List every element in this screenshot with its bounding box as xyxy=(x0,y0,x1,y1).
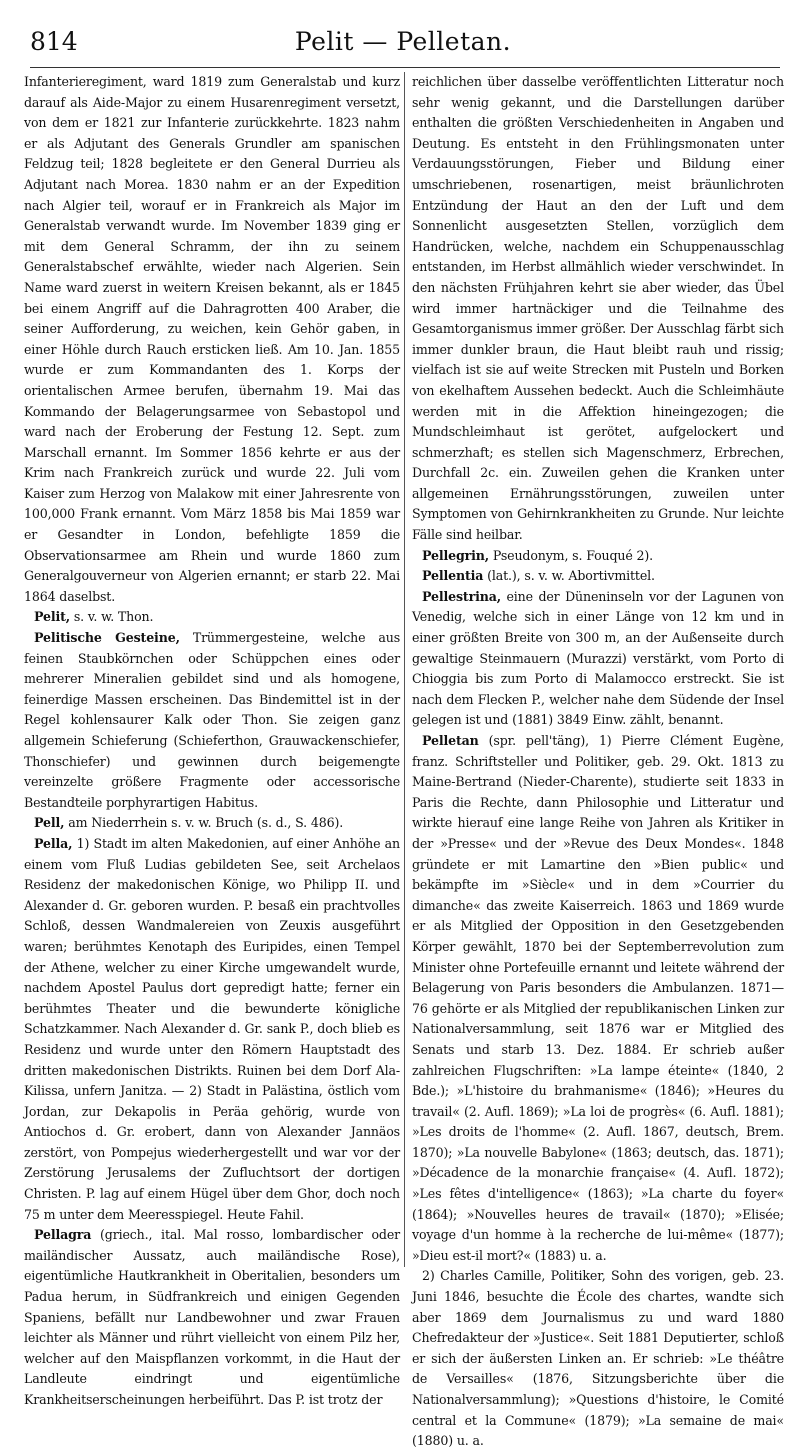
entry-pell xyxy=(24,813,400,834)
entry-pellestrina xyxy=(412,587,784,731)
entry-text: reichlichen über dasselbe veröffentlichten Litteratur noch sehr wenig gekannt, und die Darstellungen darüber enthalten die größten Verschiedenheiten in Angaben und Deutung. Es entsteht in den Frühlingsmonaten unter Verdauungsstörungen, Fieber und Bildung einer umschriebenen, rosenartigen, meist bräunlichroten Entzündung der Haut an den der Luft und dem Sonnenlicht ausgesetzten Stellen, vorzüglich dem Handrücken, welche, nachdem ein Schuppenausschlag entstanden, im Herbst allmählich wieder verschwindet. In den nächsten Frühjahren kehrt sie aber wieder, das Übel wird immer hartnäckiger und die Teilnahme des Gesamtorganismus immer größer. Der Ausschlag färbt sich immer dunkler braun, die Haut bleibt rauh und rissig; vielfach ist sie auf weite Strecken mit Pusteln und Borken von ekelhaftem Aussehen bedeckt. Auch die Schleimhäute werden mit in die Affektion hineingezogen; die Mundschleimhaut ist gerötet, aufgelockert und schmerzhaft; es stellen sich Magenschmerz, Erbrechen, Durchfall 2c. ein. Zuweilen gehen die Kranken unter allgemeinen Ernährungsstörungen, zuweilen unter Symptomen von Gehirnkrankheiten zu Grunde. Nur leichte Fälle sind heilbar. xyxy=(412,74,784,543)
entry-text: am Niederrhein s. v. w. Bruch (s. d., S. 486). xyxy=(64,815,344,831)
entry-text: (spr. pell'täng), 1) Pierre Clément Eugène, franz. Schriftsteller und Politiker, geb. 29. Okt. 1813 zu Maine-Bertrand (Nieder-Charente), studierte seit 1833 in Paris die Rechte, dann Philosophie und Litteratur und wirkte hierauf eine lange Reihe von Jahren als Kritiker in der »Presse« und der »Revue des Deux Mondes«. 1848 gründete er mit Lamartine den »Bien public« und bekämpfte im »Siècle« und in dem »Courrier du dimanche« das zweite Kaiserreich. 1863 und 1869 wurde er als Mitglied der Opposition in den Gesetzgebenden Körper gewählt, 1870 bei der Septemberrevolution zum Minister ohne Portefeuille ernannt und leitete während der Belagerung von Paris besonders die Ambulanzen. 1871—76 gehörte er als Mitglied der republikanischen Linken zur Nationalversammlung, seit 1876 war er Mitglied des Senats und starb 13. Dez. 1884. Er schrieb außer zahlreichen Flugschriften: »La lampe éteinte« (1840, 2 Bde.); »L'histoire du brahmanisme« (1846); »Heures du travail« (2. Aufl. 1869); »La loi de progrès« (6. Aufl. 1881); »Les droits de l'homme« (2. Aufl. 1867, deutsch, Brem. 1870); »La nouvelle Babylone« (1863; deutsch, das. 1871); »Décadence de la monarchie française« (4. Aufl. 1872); »Les fêtes d'intelligence« (1863); »La charte du foyer« (1864); »Nouvelles heures de travail« (1870); »Elisée; voyage d'un homme à la recherche de lui-même« (1877); »Dieu est-il mort?« (1883) u. a. xyxy=(412,733,784,1263)
headword: Pell, xyxy=(34,815,65,831)
header-rule xyxy=(30,67,780,68)
entry-continuation xyxy=(24,72,400,607)
headword: Pellegrin, xyxy=(422,547,489,563)
page-number: 814 xyxy=(30,27,78,56)
entry-text: 2) Charles Camille, Politiker, Sohn des vorigen, geb. 23. Juni 1846, besuchte die École des chartes, wandte sich aber 1869 dem Journalismus zu und ward 1880 Chefredakteur der »Justice«. Seit 1881 Deputierter, schloß er sich der äußersten Linken an. Er schrieb: »Le théâtre de Versailles« (1876, Sitzungsberichte über die Nationalversammlung); »Questions d'histoire, le Comité central et la Commune« (1879); »La semaine de mai« (1880) u. a. xyxy=(412,1268,784,1449)
headword: Pellestrina, xyxy=(422,588,501,604)
entry-pellentia xyxy=(412,566,784,587)
headword: Pelletan xyxy=(422,733,479,748)
entry-pelitische-gesteine xyxy=(24,628,400,813)
entry-pellagra xyxy=(24,1225,400,1410)
page-header xyxy=(20,24,786,64)
running-title: Pelit — Pelletan. xyxy=(294,27,512,56)
headword: Pellagra xyxy=(34,1227,92,1243)
column-divider xyxy=(404,72,405,1267)
entry-pelletan xyxy=(412,731,784,1266)
headword: Pelit, xyxy=(34,609,71,625)
headword: Pella, xyxy=(34,835,73,851)
entry-text: eine der Düneninseln vor der Lagunen von Venedig, welche sich in einer Länge von 12 km und in einer größten Breite von 300 m, an der Außenseite durch gewaltige Steinmauern (Murazzi) verstärkt, vom Porto di Chioggia bis zum Porto di Malamocco erstreckt. Sie ist nach dem Flecken P., welcher nahe dem Südende der Insel gelegen ist und (1881) 3849 Einw. zählt, benannt. xyxy=(412,588,784,728)
entry-text: (lat.), s. v. w. Abortivmittel. xyxy=(483,568,655,584)
entry-continuation xyxy=(412,72,784,546)
right-column xyxy=(412,72,784,1452)
left-column xyxy=(24,72,400,1411)
entry-text: 1) Stadt im alten Makedonien, auf einer Anhöhe an einem vom Fluß Ludias gebildeten See, seit Archelaos Residenz der makedonischen Könige, wo Philipp II. und Alexander d. Gr. geboren wurden. P. besaß ein prachtvolles Schloß, dessen Wandmalereien von Zeuxis ausgeführt waren; berühmtes Kenotaph des Euripides, einen Tempel der Athene, welcher zu einer Kirche umgewandelt wurde, nachdem Apostel Paulus dort gepredigt hatte; ferner ein berühmtes Theater und die bewunderte königliche Schatzkammer. Nach Alexander d. Gr. sank P., doch blieb es Residenz und wurde unter den Römern Hauptstadt des dritten makedonischen Distrikts. Ruinen bei dem Dorf Ala-Kilissa, unfern Janitza. — 2) Stadt in Palästina, östlich vom Jordan, zur Dekapolis in Peräa gehörig, wurde von Antiochos d. Gr. erobert, dann von Alexander Jannäos zerstört, von Pompejus wiederhergestellt und war vor der Zerstörung Jerusalems der Zufluchtsort der dortigen Christen. P. lag auf einem Hügel über dem Ghor, doch noch 75 m unter dem Meeresspiegel. Heute Fahil. xyxy=(24,835,400,1222)
entry-pelletan-2 xyxy=(412,1266,784,1451)
entry-text: s. v. w. Thon. xyxy=(70,609,154,625)
entry-text: Infanterieregiment, ward 1819 zum Generalstab und kurz darauf als Aide-Major zu einem Husarenregiment versetzt, von dem er 1821 zur Infanterie zurückkehrte. 1823 nahm er als Adjutant des Generals Grundler am spanischen Feldzug teil; 1828 begleitete er den General Durrieu als Adjutant nach Morea. 1830 nahm er an der Expedition nach Algier teil, worauf er in Frankreich als Major im Generalstab verwandt wurde. Im November 1839 ging er mit dem General Schramm, der ihn zu seinem Generalstabschef erwählte, wieder nach Algerien. Sein Name ward zuerst in weitern Kreisen bekannt, als er 1845 bei einem Angriff auf die Dahragrotten 400 Araber, die seiner Aufforderung, zu weichen, kein Gehör gaben, in einer Höhle durch Rauch ersticken ließ. Am 10. Jan. 1855 wurde er zum Kommandanten des 1. Korps der orientalischen Armee berufen, übernahm 19. Mai das Kommando der Belagerungsarmee von Sebastopol und ward nach der Eroberung der Festung 12. Sept. zum Marschall ernannt. Im Sommer 1856 kehrte er aus der Krim nach Frankreich zurück und wurde 22. Juli vom Kaiser zum Herzog von Malakow mit einer Jahresrente von 100,000 Frank ernannt. Vom März 1858 bis Mai 1859 war er Gesandter in London, befehligte 1859 die Observationsarmee am Rhein und wurde 1860 zum Generalgouverneur von Algerien ernannt; er starb 22. Mai 1864 daselbst. xyxy=(24,74,400,604)
entry-text: (griech., ital. Mal rosso, lombardischer oder mailändischer Aussatz, auch mailändische Rose), eigentümliche Hautkrankheit in Oberitalien, besonders um Padua herum, in Südfrankreich und einigen Gegenden Spaniens, befällt nur Landbewohner und zwar Frauen leichter als Männer und rührt vielleicht von einem Pilz her, welcher auf den Maispflanzen vorkommt, in die Haut der Landleute eindringt und eigentümliche Krankheitserscheinungen herbeiführt. Das P. ist trotz der xyxy=(24,1227,400,1407)
headword: Pellentia xyxy=(422,568,484,584)
headword: Pelitische Gesteine, xyxy=(34,630,180,646)
entry-pellegrin xyxy=(412,546,784,567)
entry-pelit xyxy=(24,607,400,628)
entry-pella xyxy=(24,834,400,1225)
entry-text: Trümmergesteine, welche aus feinen Staubkörnchen oder Schüppchen eines oder mehrerer Mineralien gebildet sind und als homogene, feinerdige Massen erscheinen. Das Bindemittel ist in der Regel kohlensaurer Kalk oder Thon. Sie zeigen ganz allgemein Schieferung (Schieferthon, Grauwackenschiefer, Thonschiefer) und gewinnen durch beigemengte vereinzelte größere Fragmente oder accessorische Bestandteile porphyrartigen Habitus. xyxy=(24,630,401,810)
entry-text: Pseudonym, s. Fouqué 2). xyxy=(489,547,654,563)
